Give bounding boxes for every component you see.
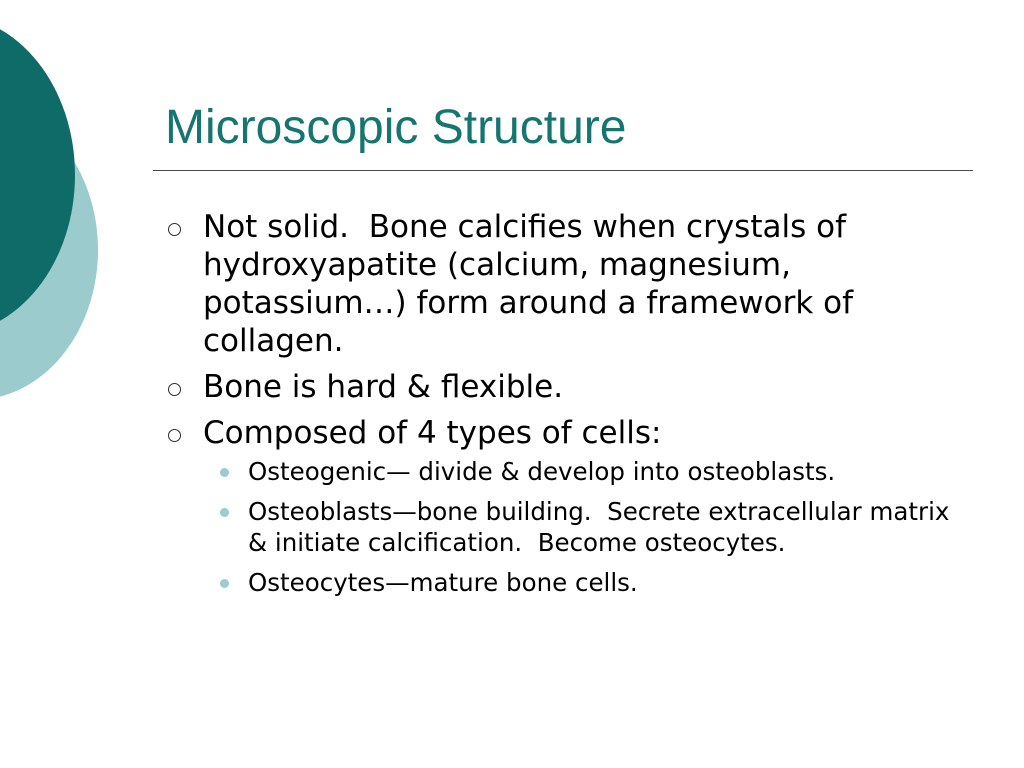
sub-bullet-item <box>203 496 970 558</box>
sub-bullet-text: Osteogenic— divide & develop into osteoblasts. <box>248 457 836 486</box>
slide-title: Microscopic Structure <box>165 101 627 154</box>
bullet-item <box>160 368 970 406</box>
hollow-circle-bullet-icon <box>168 223 181 236</box>
filled-dot-bullet-icon <box>220 508 229 517</box>
title-divider <box>153 170 973 171</box>
sub-bullet-item <box>203 456 970 487</box>
hollow-circle-bullet-icon <box>168 429 181 442</box>
sub-bullet-item <box>203 567 970 598</box>
bullet-text: Composed of 4 types of cells: <box>203 415 662 451</box>
filled-dot-bullet-icon <box>220 579 229 588</box>
bullet-item <box>160 414 970 598</box>
sub-bullet-text: Osteoblasts—bone building. Secrete extracellular matrix & initiate calcification. Become osteocytes. <box>248 497 950 557</box>
bullet-item <box>160 208 970 360</box>
sub-bullet-text: Osteocytes—mature bone cells. <box>248 568 638 597</box>
filled-dot-bullet-icon <box>220 468 229 477</box>
hollow-circle-bullet-icon <box>168 383 181 396</box>
sub-bullet-list <box>203 456 970 598</box>
bullet-text: Bone is hard & flexible. <box>203 369 564 405</box>
bullet-text: Not solid. Bone calcifies when crystals of hydroxyapatite (calcium, magnesium, potassium…) form around a framework of collagen. <box>203 209 854 359</box>
bullet-list <box>160 208 970 607</box>
